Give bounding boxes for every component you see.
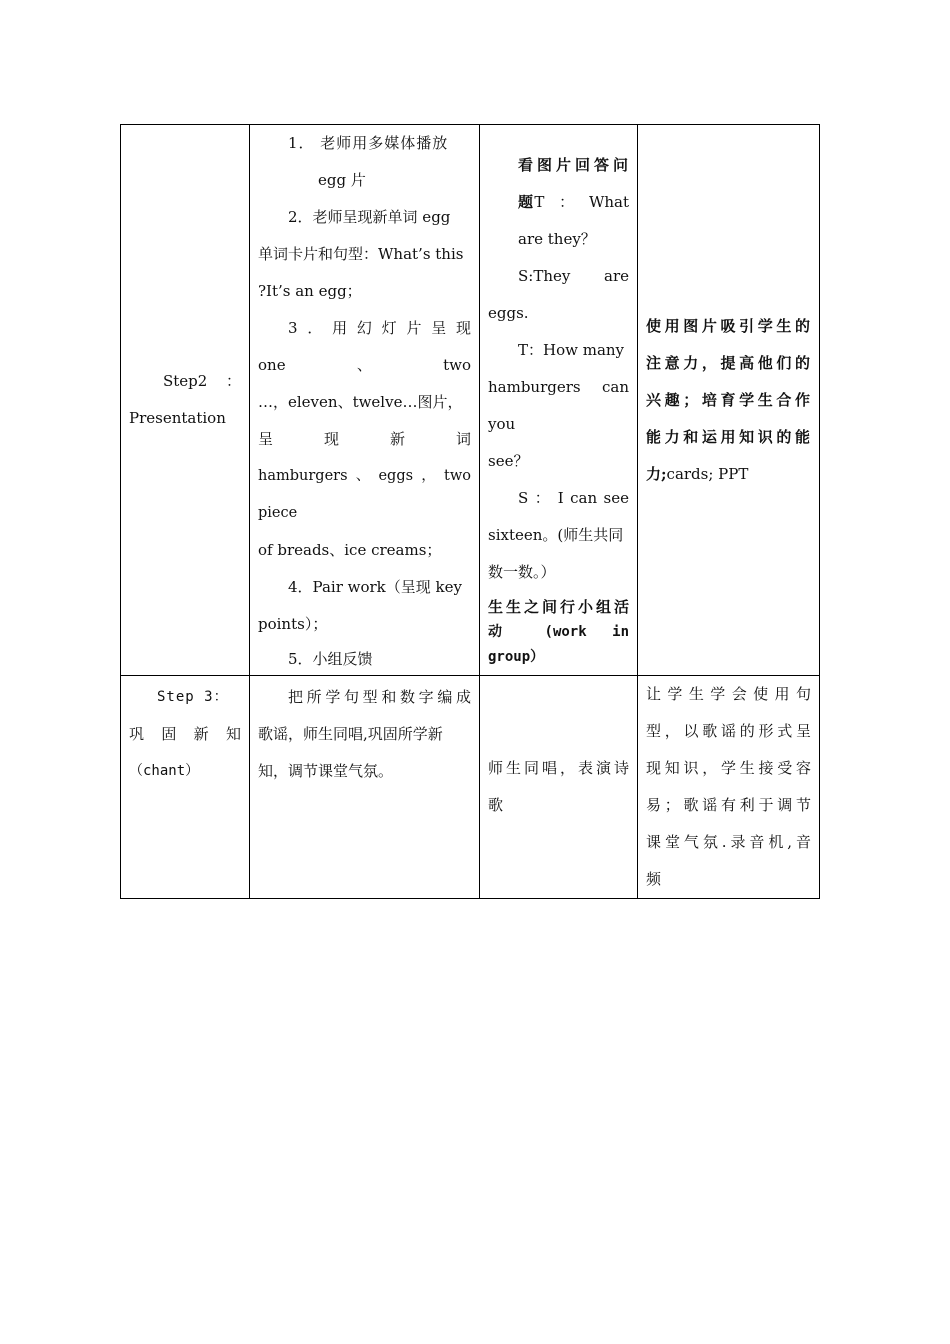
student-line: 生生之间行小组活 [488,598,629,616]
purpose-line: 型，以歌谣的形式呈 [646,722,811,740]
step-cell [121,676,250,899]
lesson-plan-table [120,124,820,899]
step-label-title: 巩 固 新 知 [129,725,241,743]
student-line: S:They are [518,267,629,285]
teacher-word: 、 [356,356,372,374]
teacher-word: two [443,356,471,374]
teacher-activity-cell [250,676,480,899]
purpose-word: cards; PPT [666,464,749,483]
teacher-line: points）； [258,615,328,633]
step-label-sub: （chant） [129,763,200,779]
purpose-line: 频 [646,870,662,888]
student-word: T ： What [534,193,629,211]
teacher-line: of breads、ice creams； [258,541,442,559]
teacher-line: 5．小组反馈 [288,650,373,668]
teacher-word: one [258,356,286,374]
purpose-line: 易；歌谣有利于调节 [646,796,811,814]
student-line: 师生同唱，表演诗 [488,759,629,777]
student-line: 数一数。） [488,563,556,581]
teacher-line: egg 片 [318,171,366,189]
table-row-step3 [121,676,820,899]
teacher-line: hamburgers、eggs，two piece [258,468,471,521]
teacher-line: 1． 老师用多媒体播放 [288,134,449,152]
teacher-line [258,347,471,384]
student-line: eggs. [488,304,529,322]
student-line: 动 (work in [488,624,629,640]
teacher-line: 歌谣，师生同唱,巩固所学新 [258,725,443,743]
step-label-title: Presentation [129,409,226,427]
teacher-line: 3．用幻灯片呈现 [288,319,471,337]
step-label: Step 3： [157,689,229,705]
teacher-line: …，eleven、twelve…图片， [258,393,463,411]
student-line: 歌 [488,796,504,814]
purpose-line: 让学生学会使用句 [646,685,811,703]
purpose-line: 兴趣；培育学生合作 [646,390,811,409]
purpose-line: 能力和运用知识的能 [646,427,811,446]
teacher-line: 知，调节课堂气氛。 [258,762,394,780]
teacher-line: 把所学句型和数字编成 [288,688,471,706]
table-row-step2 [121,125,820,676]
student-activity-cell [480,125,638,676]
purpose-cell [638,125,820,676]
step-label: Step2 ： [163,372,241,390]
purpose-line: 使用图片吸引学生的 [646,316,811,335]
student-line: group） [488,649,545,665]
purpose-cell [638,676,820,899]
student-line: see？ [488,452,529,470]
teacher-activity-cell [250,125,480,676]
teacher-line: 2．老师呈现新单词 egg [288,208,451,226]
teacher-line: 4．Pair work（呈现 key [288,578,462,596]
student-line [488,184,629,221]
teacher-line: ?It’s an egg； [258,282,362,300]
teacher-line: 单词卡片和句型：What’s this [258,245,464,263]
student-line: S ： I can see [518,489,629,507]
step-cell [121,125,250,676]
student-line: hamburgers can you [488,378,629,433]
purpose-line [646,456,811,493]
purpose-line: 现知识，学生接受容 [646,759,811,777]
student-line: T：How many [518,341,625,359]
purpose-line: 注意力，提高他们的 [646,353,811,372]
student-line: sixteen。(师生共同 [488,526,624,544]
student-line: are they？ [518,230,596,248]
teacher-line: 呈 现 新 词 [258,430,471,448]
student-word: 题 [518,193,534,211]
purpose-line: 课堂气氛.录音机,音 [646,833,811,851]
student-line: 看图片回答问 [518,156,629,174]
student-activity-cell [480,676,638,899]
purpose-word: 力; [646,464,667,483]
